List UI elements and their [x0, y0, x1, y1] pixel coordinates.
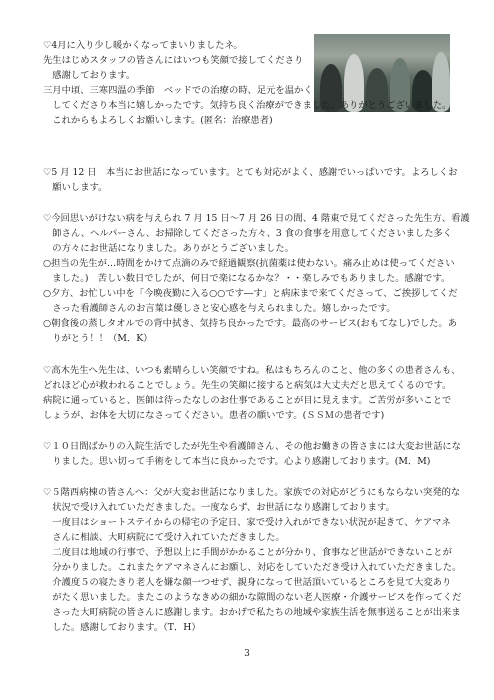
message-line: りました。思い切って手術をして本当に良かったです。心より感謝しております。(M．M) — [43, 456, 431, 467]
message-line: 二度目は地域の行事で、予想以上に手間がかかることが分かり、食事など世話ができないことが — [43, 547, 452, 558]
message-line: さんに相談、大町病院にて受け入れていただきました。 — [43, 532, 285, 543]
message-line: の方々にお世話になりました。ありがとうございました。 — [43, 243, 295, 254]
message-dr-takagi — [43, 363, 461, 423]
message-line: ○朝食後の蒸しタオルでの背中拭き、気持ち良かったです。最高のサービス(おもてなし)でした。あ — [43, 318, 458, 329]
message-ten-days — [43, 439, 461, 469]
message-line: 介護度５の寝たきり老人を嫌な顔一つせず、親身になって世話頂いているところを見て大変あり — [43, 577, 452, 588]
message-line: 感謝しております。 — [43, 70, 136, 81]
message-line: ♡5 月 12 日 本当にお世話になっています。とても対応がよく、感謝でいっぱいです。よろしくお — [43, 167, 458, 178]
message-line: これからもよろしくお願いします。(匿名：治療患者) — [43, 115, 273, 126]
message-line: 病院に通っていると、医師は待ったなしのお仕事であることが目に見えます。ご苦労が多いことで — [43, 395, 452, 406]
message-5west-ward — [43, 485, 462, 635]
message-spring-care — [43, 38, 453, 128]
message-line: がたく思いました。またこのようなきめの細かな隙間のない老人医療・介護サービスを作ってくだ — [43, 592, 462, 603]
message-line: 分かりました。これまたケアマネさんにお願し、対応をしていただき受け入れていただきました。 — [43, 562, 462, 573]
message-line: しょうが、お体を大切になさってください。患者の願いです。(ＳＳＭの患者です) — [43, 410, 385, 421]
message-line: 一度目はショートステイからの帰宅の予定日、家で受け入れができない状況が起きて、ケアマネ — [43, 517, 451, 528]
message-line: ♡５階西病棟の皆さんへ：父が大変お世話になりました。家族での対応がどうにもならない突発的な — [43, 487, 461, 498]
page-number: 3 — [244, 649, 250, 659]
message-line: 先生はじめスタッフの皆さんにはいつも笑顔で接してくださり — [43, 55, 304, 66]
message-line: 三月中頃、三寒四温の季節 ベッドでの治療の時、足元を温かく — [43, 85, 313, 96]
message-line: ○担当の先生が…時間をかけて点滴のみで経過観察(抗菌薬は使わない。痛み止めは使ってください — [43, 258, 455, 269]
message-line: どれほど心が救われることでしょう。先生の笑顔に接すると病気は大丈夫だと思えてくるのです。 — [43, 380, 452, 391]
message-line: ○夕方、お忙しい中を「今晩夜勤に入る○○です―す」と病床まで来てくださって、ご挨拶してくだ — [43, 288, 458, 299]
message-may-12 — [43, 165, 458, 195]
message-line: 状況で受け入れていただきました。一度ならず、お世話になり感謝しております。 — [43, 502, 395, 513]
message-line: 願いします。 — [43, 182, 108, 193]
message-line: ました。) 苦しい数日でしたが、何日で楽になるかな？・・楽しみでもありました。感謝です。 — [43, 273, 451, 284]
message-line: ♡今回思いがけない病を与えられ 7 月 15 日〜7 月 26 日の間、4 階東で見てくださった先生方、看護 — [43, 213, 470, 224]
message-line: ♡１０日間ばかりの入院生活でしたが先生や看護師さん、その他お働きの皆さまには大変お世話にな — [43, 441, 461, 452]
message-line: さった看護師さんのお言葉は優しさと安心感を与えられました。嬉しかったです。 — [43, 303, 396, 314]
message-hospital-stay — [43, 211, 470, 346]
message-line: した。感謝しております。（T．H） — [43, 622, 201, 633]
message-line: してくださり本当に嬉しかったです。気持ち良く治療ができました。ありがとうございました。 — [43, 100, 452, 111]
message-line: 師さん、ヘルパーさん、お掃除してくださった方々、3 食の食事を用意してくださいました多く — [43, 228, 453, 239]
message-line: りがとう！！（M．K） — [43, 333, 153, 344]
message-line: さった大町病院の皆さんに感謝します。おかげで私たちの地域や家族生活を無事送ることが出来ま — [43, 607, 461, 618]
message-line: ♡高木先生へ先生は、いつも素晴らしい笑顔ですね。私はもちろんのこと、他の多くの患者さんも、 — [43, 365, 461, 376]
message-line: ♡4月に入り少し暖かくなってまいりましたネ。 — [43, 40, 243, 51]
